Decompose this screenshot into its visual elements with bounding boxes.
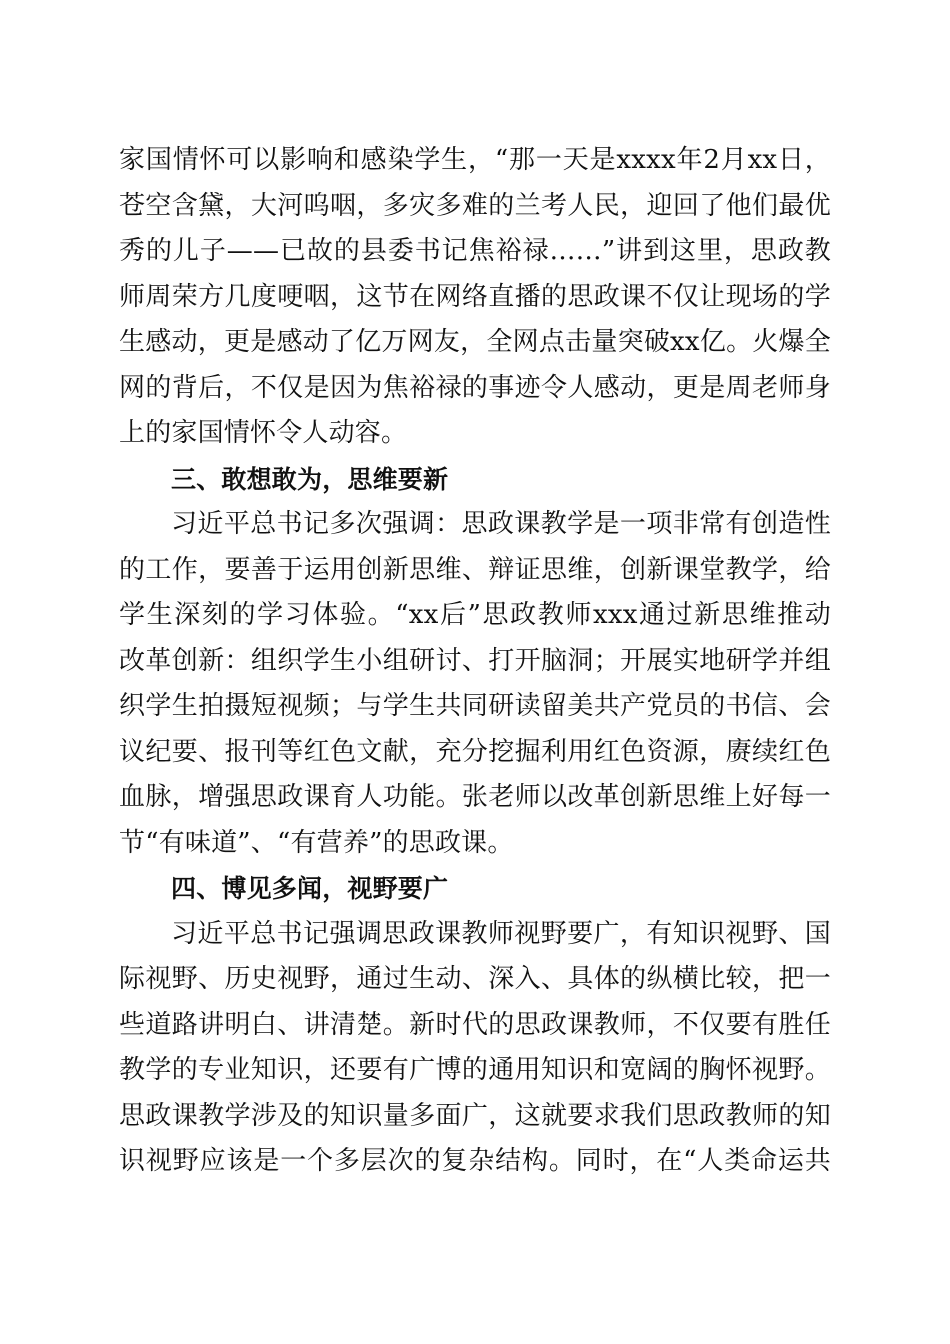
paragraph-line: 学生深刻的学习体验。“xx后”思政教师xxx通过新思维推动 bbox=[119, 600, 831, 630]
paragraph-line: 师周荣方几度哽咽，这节在网络直播的思政课不仅让现场的学 bbox=[119, 281, 831, 312]
paragraph-line: 思政课教学涉及的知识量多面广，这就要求我们思政教师的知 bbox=[119, 1100, 831, 1131]
paragraph-line: 习近平总书记强调思政课教师视野要广，有知识视野、国 bbox=[171, 918, 831, 949]
section-heading-4: 四、博见多闻，视野要广 bbox=[171, 874, 449, 903]
paragraph-line: 些道路讲明白、讲清楚。新时代的思政课教师，不仅要有胜任 bbox=[119, 1009, 831, 1040]
paragraph-line: 识视野应该是一个多层次的复杂结构。同时，在“人类命运共 bbox=[119, 1146, 831, 1176]
paragraph-line: 议纪要、报刊等红色文献，充分挖掘利用红色资源，赓续红色 bbox=[119, 736, 831, 767]
section-heading-3: 三、敢想敢为，思维要新 bbox=[171, 464, 449, 494]
paragraph-line: 的工作，要善于运用创新思维、辩证思维，创新课堂教学，给 bbox=[119, 554, 831, 585]
paragraph-line: 教学的专业知识，还要有广博的通用知识和宽阔的胸怀视野。 bbox=[119, 1055, 831, 1085]
paragraph-line: 苍空含黛，大河呜咽，多灾多难的兰考人民，迎回了他们最优 bbox=[119, 190, 831, 221]
paragraph-line: 秀的儿子——已故的县委书记焦裕禄……”讲到这里，思政教 bbox=[119, 236, 831, 266]
paragraph-line: 上的家国情怀令人动容。 bbox=[119, 418, 408, 448]
paragraph-line: 际视野、历史视野，通过生动、深入、具体的纵横比较，把一 bbox=[119, 964, 831, 994]
paragraph-line: 血脉，增强思政课育人功能。张老师以改革创新思维上好每一 bbox=[119, 782, 831, 812]
paragraph-line: 网的背后，不仅是因为焦裕禄的事迹令人感动，更是周老师身 bbox=[119, 372, 831, 403]
document-body bbox=[119, 138, 831, 1185]
paragraph-line: 改革创新：组织学生小组研讨、打开脑洞；开展实地研学并组 bbox=[119, 645, 831, 676]
paragraph-line: 生感动，更是感动了亿万网友，全网点击量突破xx亿。火爆全 bbox=[119, 327, 831, 357]
paragraph-line: 织学生拍摄短视频；与学生共同研读留美共产党员的书信、会 bbox=[119, 691, 831, 721]
paragraph-line: 习近平总书记多次强调：思政课教学是一项非常有创造性 bbox=[171, 509, 831, 539]
paragraph-line: 节“有味道”、“有营养”的思政课。 bbox=[119, 827, 514, 858]
paragraph-innovative-thinking bbox=[119, 502, 831, 866]
paragraph-family-sentiment bbox=[119, 138, 831, 457]
paragraph-line: 家国情怀可以影响和感染学生，“那一天是xxxx年2月xx日， bbox=[119, 145, 831, 175]
paragraph-broad-vision bbox=[119, 912, 831, 1185]
